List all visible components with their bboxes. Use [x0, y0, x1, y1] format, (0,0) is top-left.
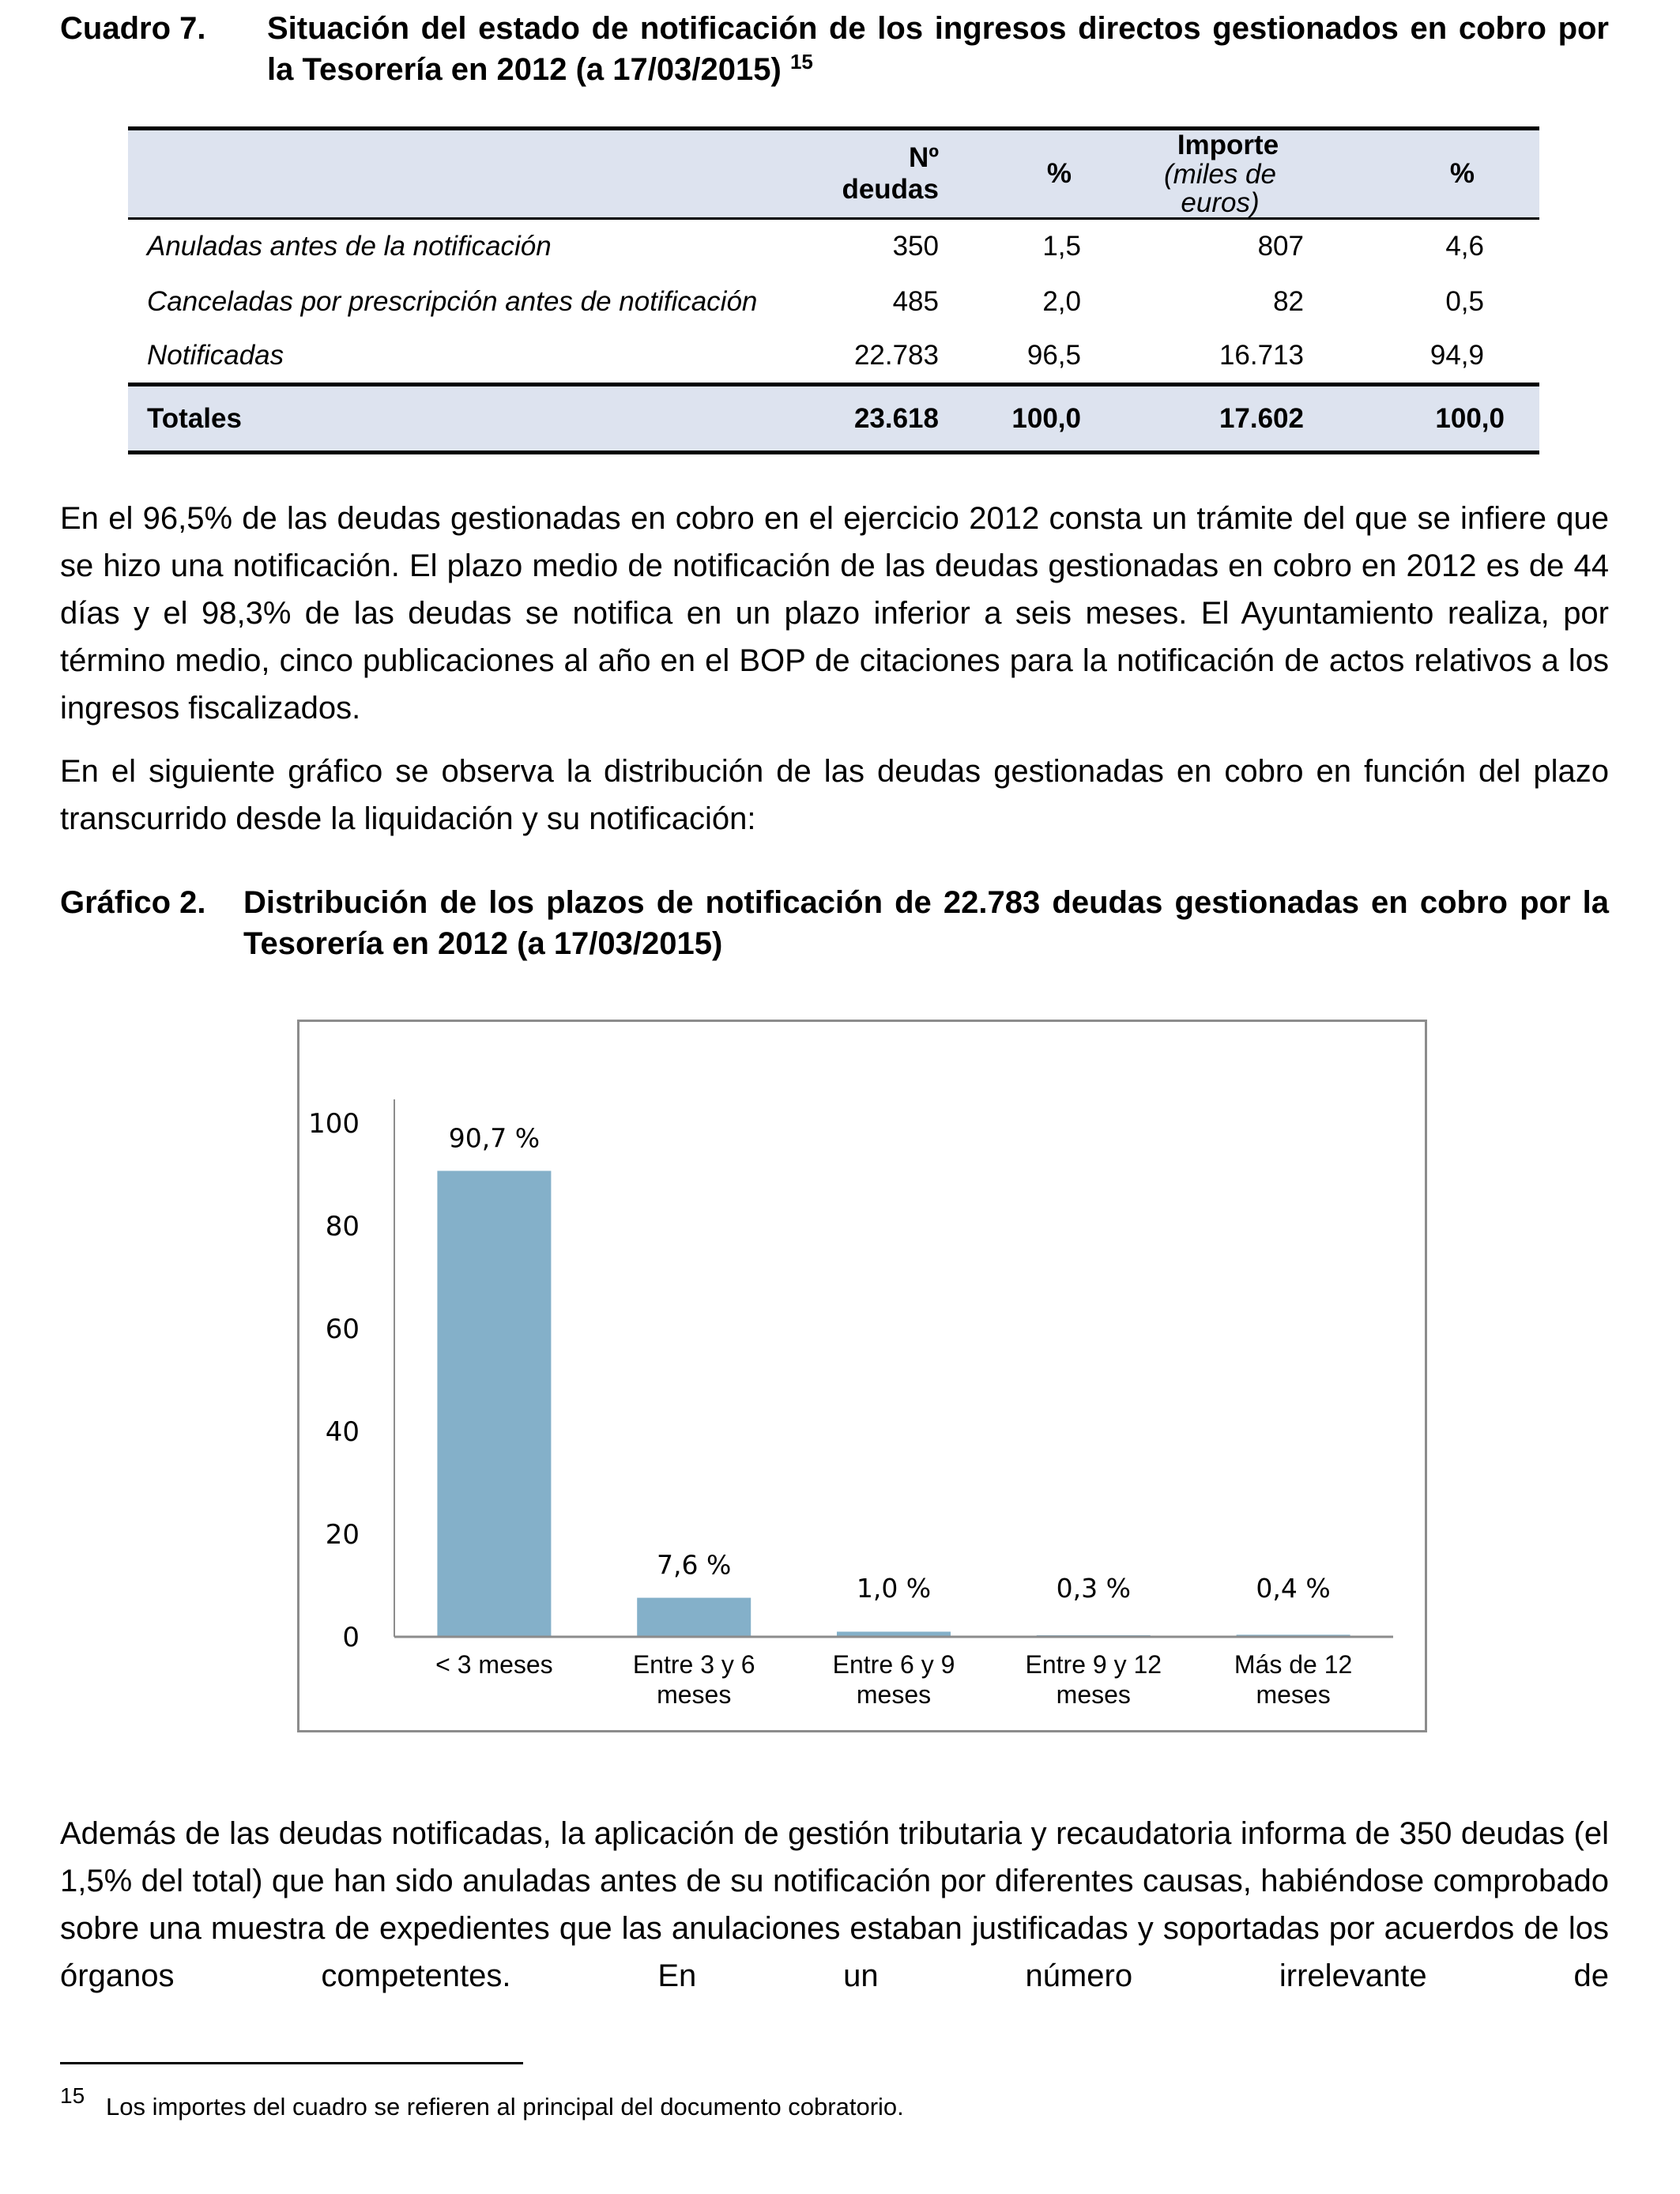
cell-deudas: 350	[892, 231, 939, 262]
cell-pct2: 4,6	[1445, 231, 1484, 262]
table-row	[128, 219, 1539, 274]
bar	[637, 1598, 751, 1637]
y-tick-label: 100	[308, 1108, 360, 1140]
cell-pct2: 94,9	[1430, 340, 1484, 371]
table-header-row	[128, 129, 1539, 219]
y-tick-label: 60	[325, 1314, 360, 1345]
cell-pct1: 1,5	[1042, 231, 1081, 262]
y-tick-label: 0	[342, 1622, 360, 1653]
chart-caption	[60, 882, 1609, 964]
table-caption-title: Situación del estado de notificación de los ingresos directos gestionados en cobro por la Tesorería en 2012 (a 17/03/2015) $^{15}$	[267, 11, 1609, 87]
x-tick-label: < 3 meses	[435, 1650, 553, 1679]
x-tick-label: meses	[1256, 1680, 1331, 1709]
y-tick-label: 20	[325, 1519, 360, 1551]
x-tick-label: meses	[1056, 1680, 1131, 1709]
data-label: 7,6 %	[657, 1549, 732, 1581]
table-totals-row	[128, 385, 1539, 453]
row-label: Canceladas por prescripción antes de notificación	[147, 285, 758, 317]
cell-importe: 807	[1257, 231, 1304, 262]
totals-pct2: 100,0	[1435, 402, 1505, 434]
table-caption-label: Cuadro 7.	[60, 11, 206, 46]
cell-pct1: 96,5	[1026, 340, 1081, 371]
totals-importe: 17.602	[1219, 402, 1304, 434]
header-importe-main: Importe	[1177, 130, 1279, 160]
header-importe	[1105, 129, 1304, 219]
data-table	[128, 126, 1539, 454]
table-row	[128, 330, 1539, 385]
data-label: 1,0 %	[856, 1573, 932, 1604]
cell-importe: 82	[1273, 285, 1304, 317]
footnote-separator	[60, 2062, 523, 2064]
row-label: Anuladas antes de la notificación	[147, 231, 552, 262]
cell-importe: 16.713	[1219, 340, 1304, 371]
x-tick-label: meses	[657, 1680, 732, 1709]
header-pct-importe: %	[1449, 158, 1475, 189]
header-empty	[128, 129, 808, 219]
cell-pct1: 2,0	[1042, 285, 1081, 317]
x-tick-label: meses	[856, 1680, 932, 1709]
x-tick-label: Entre 9 y 12	[1025, 1650, 1162, 1679]
chart-caption-label: Gráfico 2.	[60, 885, 206, 920]
footnote-number: 15	[60, 2083, 85, 2108]
header-pct-deudas: %	[1046, 158, 1072, 189]
data-label: 90,7 %	[448, 1122, 541, 1154]
row-label: Notificadas	[147, 340, 284, 371]
data-label: 0,4 %	[1256, 1573, 1331, 1604]
bar	[437, 1171, 551, 1637]
x-tick-label: Más de 12	[1234, 1650, 1353, 1679]
y-tick-label: 40	[325, 1416, 360, 1448]
x-tick-label: Entre 3 y 6	[632, 1650, 755, 1679]
table-row	[128, 274, 1539, 330]
footnote-text: Los importes del cuadro se refieren al principal del documento cobratorio.	[106, 2093, 904, 2120]
paragraph: Además de las deudas notificadas, la aplicación de gestión tributaria y recaudatoria informa de 350 deudas (el 1,5% del total) que han sido anuladas antes de su notificación por diferentes causas, habiéndose comprobado sobre una muestra de expedientes que las anulaciones estaban justificadas y soportadas por acuerdos de los órganos competentes. En un número irrelevante de	[60, 1816, 1609, 1993]
footnote-reference: 15	[789, 50, 813, 74]
paragraph: En el siguiente gráfico se observa la distribución de las deudas gestionadas en cobro en función del plazo transcurrido desde la liquidación y su notificación:	[60, 754, 1609, 836]
cell-pct2: 0,5	[1445, 285, 1484, 317]
totals-label: Totales	[147, 402, 242, 434]
y-tick-label: 80	[325, 1211, 360, 1242]
table-caption	[60, 8, 1609, 90]
header-importe-sub: (miles de euros)	[1164, 159, 1276, 218]
bar-chart	[299, 1022, 1425, 1730]
data-label: 0,3 %	[1056, 1573, 1131, 1604]
totals-deudas: 23.618	[853, 402, 939, 434]
totals-pct1: 100,0	[1011, 402, 1081, 434]
cell-deudas: 485	[892, 285, 939, 317]
header-num-deudas: Nº deudas	[842, 142, 939, 205]
x-tick-label: Entre 6 y 9	[832, 1650, 955, 1679]
chart-frame	[297, 1020, 1427, 1732]
cell-deudas: 22.783	[853, 340, 939, 371]
chart-caption-title: Distribución de los plazos de notificación de 22.783 deudas gestionadas en cobro por la Tesorería en 2012 (a 17/03/2015)	[243, 885, 1609, 961]
paragraph: En el 96,5% de las deudas gestionadas en cobro en el ejercicio 2012 consta un trámite del que se infiere que se hizo una notificación. El plazo medio de notificación de las deudas gestionadas en cobro en 2012 es de 44 días y el 98,3% de las deudas se notifica en un plazo inferior a seis meses. El Ayuntamiento realiza, por término medio, cinco publicaciones al año en el BOP de citaciones para la notificación de actos relativos a los ingresos fiscalizados.	[60, 501, 1609, 726]
